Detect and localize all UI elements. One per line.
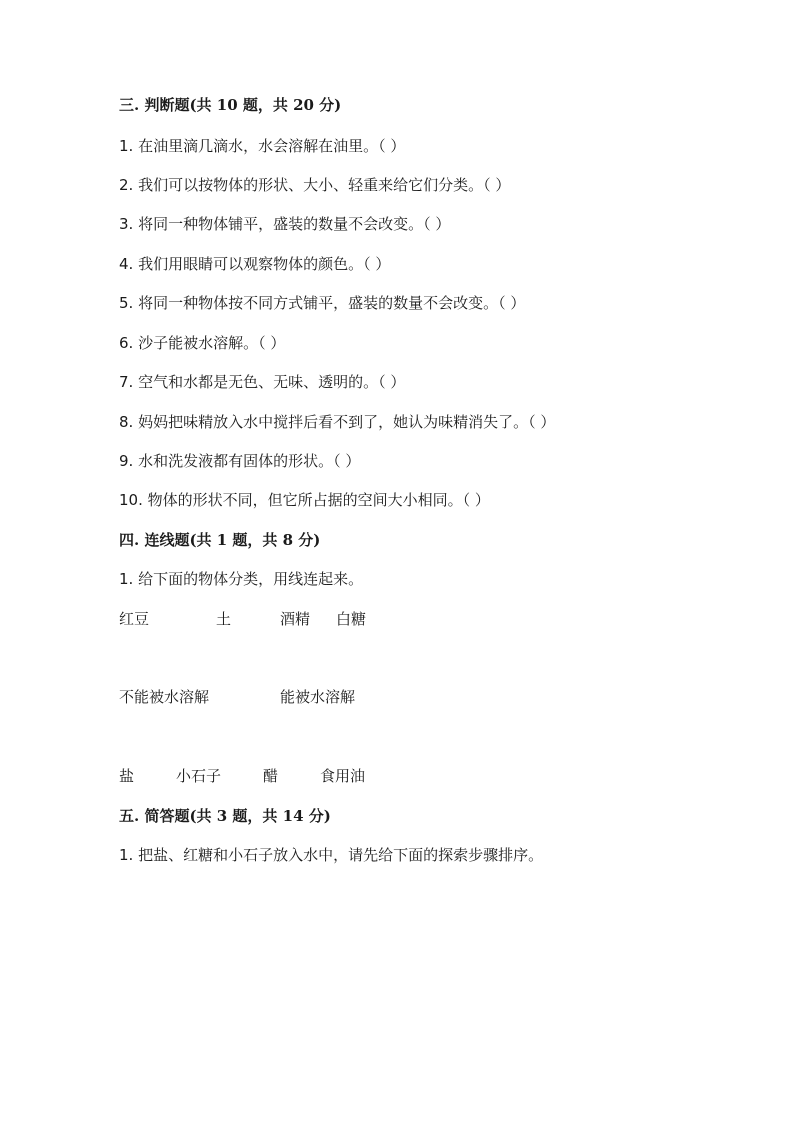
item-salt: 盐 — [119, 767, 135, 785]
short-answer-question-1: 1. 把盐、红糖和小石子放入水中，请先给下面的探索步骤排序。 — [119, 846, 544, 864]
question-8: 8. 妈妈把味精放入水中搅拌后看不到了，她认为味精消失了。（ ） — [119, 413, 556, 431]
question-2: 2. 我们可以按物体的形状、大小、轻重来给它们分类。（ ） — [119, 176, 511, 194]
item-cooking-oil: 食用油 — [320, 767, 366, 785]
question-9: 9. 水和洗发液都有固体的形状。（ ） — [119, 452, 361, 470]
section-5-heading: 五. 简答题(共 3 题，共 14 分) — [119, 807, 331, 825]
item-soil: 土 — [216, 610, 232, 628]
category-soluble: 能被水溶解 — [280, 688, 356, 706]
question-4: 4. 我们用眼睛可以观察物体的颜色。（ ） — [119, 255, 391, 273]
item-pebbles: 小石子 — [176, 767, 222, 785]
question-5: 5. 将同一种物体按不同方式铺平，盛装的数量不会改变。（ ） — [119, 294, 526, 312]
item-alcohol: 酒精 — [280, 610, 311, 628]
item-red-bean: 红豆 — [119, 610, 150, 628]
question-10: 10. 物体的形状不同，但它所占据的空间大小相同。（ ） — [119, 491, 490, 509]
item-vinegar: 醋 — [263, 767, 279, 785]
question-1: 1. 在油里滴几滴水，水会溶解在油里。（ ） — [119, 137, 406, 155]
question-6: 6. 沙子能被水溶解。（ ） — [119, 334, 286, 352]
question-7: 7. 空气和水都是无色、无味、透明的。（ ） — [119, 373, 406, 391]
matching-question: 1. 给下面的物体分类，用线连起来。 — [119, 570, 364, 588]
section-4-heading: 四. 连线题(共 1 题，共 8 分) — [119, 531, 321, 549]
question-3: 3. 将同一种物体铺平，盛装的数量不会改变。（ ） — [119, 215, 451, 233]
item-white-sugar: 白糖 — [336, 610, 367, 628]
category-insoluble: 不能被水溶解 — [119, 688, 210, 706]
section-3-heading: 三. 判断题(共 10 题，共 20 分) — [119, 96, 342, 114]
